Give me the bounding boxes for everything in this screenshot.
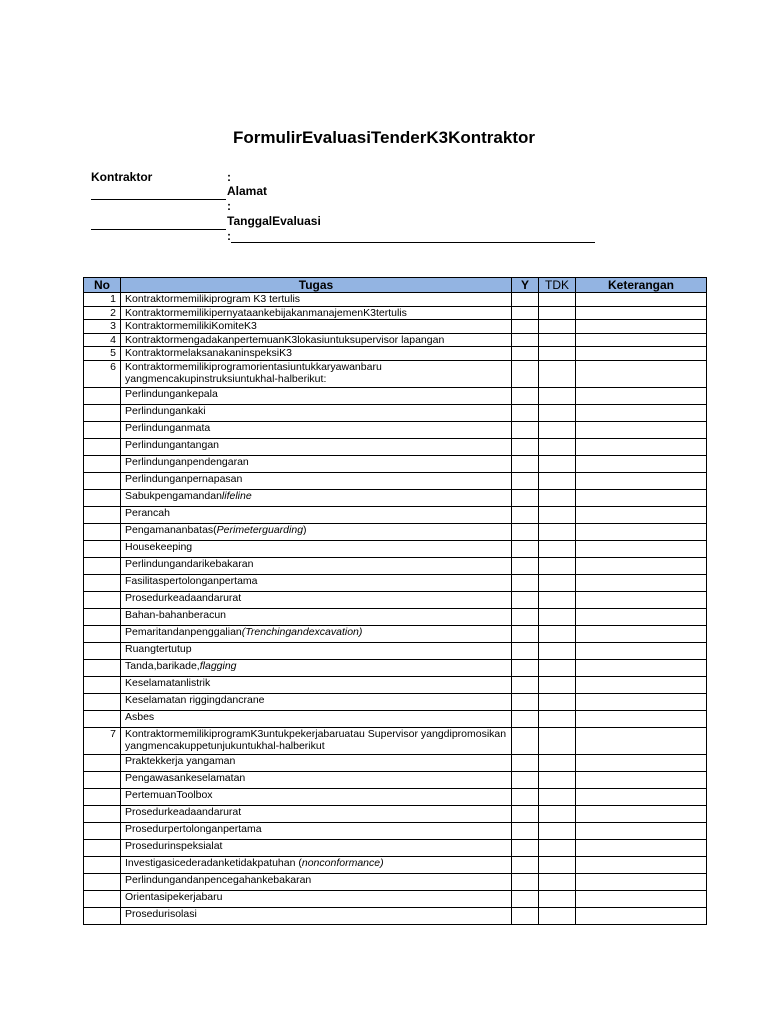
task-cell (121, 557, 512, 574)
table-row (84, 907, 707, 924)
task-cell (121, 754, 512, 771)
row-number (84, 421, 121, 438)
table-row (84, 754, 707, 771)
tdk-cell[interactable] (539, 676, 576, 693)
task-cell (121, 727, 512, 754)
table-row (84, 873, 707, 890)
task-text: Kontraktormemilikiprogram K3 tertulis (125, 293, 301, 305)
row-number: 4 (84, 333, 121, 347)
y-cell[interactable] (512, 873, 539, 890)
y-cell[interactable] (512, 574, 539, 591)
table-row (84, 710, 707, 727)
row-number (84, 873, 121, 890)
table-header-row (84, 278, 707, 293)
task-text: Keselamatanlistrik (125, 676, 211, 689)
tdk-cell[interactable] (539, 293, 576, 307)
task-text: Housekeeping (125, 540, 193, 553)
tdk-cell[interactable] (539, 907, 576, 924)
table-row (84, 540, 707, 557)
kontraktor-label: Kontraktor (91, 170, 153, 184)
task-cell (121, 523, 512, 540)
y-cell[interactable] (512, 404, 539, 421)
y-cell[interactable] (512, 540, 539, 557)
task-cell (121, 659, 512, 676)
task-text: KontraktormengadakanpertemuanK3lokasiuntuksupervisor lapangan (125, 333, 445, 346)
y-cell[interactable] (512, 659, 539, 676)
task-cell (121, 608, 512, 625)
task-text: Sabukpengamandan (125, 489, 222, 502)
keterangan-cell[interactable] (576, 608, 707, 625)
tdk-cell[interactable] (539, 557, 576, 574)
task-cell (121, 506, 512, 523)
keterangan-cell[interactable] (576, 320, 707, 334)
keterangan-cell[interactable] (576, 421, 707, 438)
row-number (84, 625, 121, 642)
task-cell (121, 574, 512, 591)
task-cell (121, 387, 512, 404)
keterangan-cell[interactable] (576, 642, 707, 659)
tdk-cell[interactable] (539, 805, 576, 822)
keterangan-cell[interactable] (576, 489, 707, 506)
y-cell[interactable] (512, 805, 539, 822)
tdk-cell[interactable] (539, 873, 576, 890)
y-cell[interactable] (512, 489, 539, 506)
task-text: Tanda,barikade, (125, 659, 200, 672)
tdk-cell[interactable] (539, 347, 576, 361)
column-header-tugas: Tugas (121, 278, 512, 293)
y-cell[interactable] (512, 625, 539, 642)
y-cell[interactable] (512, 421, 539, 438)
tdk-cell[interactable] (539, 822, 576, 839)
y-cell[interactable] (512, 856, 539, 873)
alamat-colon: : (227, 199, 231, 213)
table-row (84, 306, 707, 320)
keterangan-cell[interactable] (576, 907, 707, 924)
row-number (84, 771, 121, 788)
y-cell[interactable] (512, 788, 539, 805)
row-number (84, 805, 121, 822)
table-row (84, 387, 707, 404)
keterangan-cell[interactable] (576, 333, 707, 347)
table-row (84, 727, 707, 754)
tdk-cell[interactable] (539, 608, 576, 625)
keterangan-cell[interactable] (576, 438, 707, 455)
y-cell[interactable] (512, 455, 539, 472)
y-cell[interactable] (512, 693, 539, 710)
task-text: Pemaritandanpenggalian (125, 625, 242, 638)
table-row (84, 771, 707, 788)
table-row (84, 676, 707, 693)
evaluation-table (83, 277, 707, 925)
tdk-cell[interactable] (539, 306, 576, 320)
row-number (84, 574, 121, 591)
task-text: PertemuanToolbox (125, 788, 213, 801)
row-number (84, 387, 121, 404)
row-number (84, 455, 121, 472)
keterangan-cell[interactable] (576, 523, 707, 540)
tdk-cell[interactable] (539, 727, 576, 754)
keterangan-cell[interactable] (576, 387, 707, 404)
table-row (84, 693, 707, 710)
keterangan-cell[interactable] (576, 710, 707, 727)
task-cell (121, 540, 512, 557)
row-number (84, 438, 121, 455)
y-cell[interactable] (512, 333, 539, 347)
row-number (84, 506, 121, 523)
keterangan-cell[interactable] (576, 822, 707, 839)
keterangan-cell[interactable] (576, 347, 707, 361)
task-text: Perancah (125, 506, 170, 519)
task-text: KontraktormelaksanakaninspeksiK3 (125, 347, 292, 359)
kontraktor-underline (91, 199, 226, 200)
tdk-cell[interactable] (539, 387, 576, 404)
table-row (84, 574, 707, 591)
table-row (84, 320, 707, 334)
y-cell[interactable] (512, 293, 539, 307)
task-text-italic: Perimeterguarding (216, 523, 304, 536)
keterangan-cell[interactable] (576, 676, 707, 693)
tanggal-evaluasi-label: TanggalEvaluasi (227, 214, 321, 228)
table-row (84, 659, 707, 676)
task-text-suffix: ) (303, 523, 307, 536)
table-row (84, 642, 707, 659)
y-cell[interactable] (512, 890, 539, 907)
column-header-no: No (84, 278, 121, 293)
keterangan-cell[interactable] (576, 727, 707, 754)
task-text: Perlindunganpernapasan (125, 472, 243, 485)
task-cell (121, 710, 512, 727)
row-number: 6 (84, 360, 121, 387)
task-text-italic: nonconformance) (301, 856, 384, 869)
table-row (84, 856, 707, 873)
task-cell (121, 856, 512, 873)
table-row (84, 438, 707, 455)
task-text: Ruangtertutup (125, 642, 192, 655)
task-text: Praktekkerja yangaman (125, 754, 236, 767)
table-row (84, 489, 707, 506)
table-row (84, 404, 707, 421)
y-cell[interactable] (512, 472, 539, 489)
y-cell[interactable] (512, 822, 539, 839)
row-number (84, 540, 121, 557)
table-row (84, 455, 707, 472)
table-row (84, 293, 707, 307)
task-text: Perlindungankepala (125, 387, 218, 400)
row-number (84, 523, 121, 540)
tdk-cell[interactable] (539, 472, 576, 489)
tdk-cell[interactable] (539, 839, 576, 856)
task-cell (121, 306, 512, 320)
y-cell[interactable] (512, 557, 539, 574)
task-text: Prosedurkeadaandarurat (125, 805, 242, 818)
keterangan-cell[interactable] (576, 771, 707, 788)
task-cell (121, 489, 512, 506)
table-row (84, 472, 707, 489)
keterangan-cell[interactable] (576, 306, 707, 320)
y-cell[interactable] (512, 676, 539, 693)
keterangan-cell[interactable] (576, 472, 707, 489)
task-cell (121, 822, 512, 839)
task-text: Perlindungandanpencegahankebakaran (125, 873, 312, 886)
task-text: Pengamananbatas( (125, 523, 217, 536)
task-text: Orientasipekerjabaru (125, 890, 223, 903)
y-cell[interactable] (512, 727, 539, 754)
task-cell (121, 676, 512, 693)
tdk-cell[interactable] (539, 360, 576, 387)
tdk-cell[interactable] (539, 788, 576, 805)
task-cell (121, 320, 512, 334)
y-cell[interactable] (512, 306, 539, 320)
tdk-cell[interactable] (539, 489, 576, 506)
y-cell[interactable] (512, 506, 539, 523)
keterangan-cell[interactable] (576, 506, 707, 523)
y-cell[interactable] (512, 320, 539, 334)
task-cell (121, 788, 512, 805)
task-text: Pengawasankeselamatan (125, 771, 246, 784)
row-number (84, 642, 121, 659)
row-number (84, 710, 121, 727)
row-number (84, 907, 121, 924)
task-cell (121, 693, 512, 710)
row-number: 7 (84, 727, 121, 754)
task-text: Fasilitaspertolonganpertama (125, 574, 258, 587)
keterangan-cell[interactable] (576, 839, 707, 856)
row-number (84, 591, 121, 608)
task-text: Prosedurkeadaandarurat (125, 591, 242, 604)
tdk-cell[interactable] (539, 856, 576, 873)
task-text: Keselamatan riggingdancrane (125, 693, 265, 706)
tdk-cell[interactable] (539, 625, 576, 642)
row-number (84, 788, 121, 805)
column-header-keterangan: Keterangan (576, 278, 707, 293)
keterangan-cell[interactable] (576, 404, 707, 421)
task-cell (121, 472, 512, 489)
task-cell (121, 591, 512, 608)
row-number (84, 472, 121, 489)
task-cell (121, 293, 512, 307)
row-number (84, 608, 121, 625)
page-title: FormulirEvaluasiTenderK3Kontraktor (233, 128, 535, 147)
tdk-cell[interactable] (539, 455, 576, 472)
task-text: Perlindunganpendengaran (125, 455, 249, 468)
tanggal-colon: : (227, 229, 231, 243)
row-number (84, 754, 121, 771)
table-row (84, 347, 707, 361)
keterangan-cell[interactable] (576, 890, 707, 907)
task-text: Bahan-bahanberacun (125, 608, 227, 621)
keterangan-cell[interactable] (576, 625, 707, 642)
tdk-cell[interactable] (539, 591, 576, 608)
y-cell[interactable] (512, 754, 539, 771)
tdk-cell[interactable] (539, 438, 576, 455)
task-cell (121, 771, 512, 788)
task-cell (121, 873, 512, 890)
row-number (84, 839, 121, 856)
tdk-cell[interactable] (539, 659, 576, 676)
task-cell (121, 404, 512, 421)
table-row (84, 822, 707, 839)
alamat-underline (91, 229, 226, 230)
task-cell (121, 438, 512, 455)
tanggal-underline (231, 242, 595, 243)
keterangan-cell[interactable] (576, 659, 707, 676)
y-cell[interactable] (512, 642, 539, 659)
task-text: Prosedurpertolonganpertama (125, 822, 262, 835)
task-text: Perlindungantangan (125, 438, 219, 451)
task-text: Prosedurisolasi (125, 907, 197, 920)
keterangan-cell[interactable] (576, 754, 707, 771)
y-cell[interactable] (512, 387, 539, 404)
table-row (84, 333, 707, 347)
column-header-y: Y (512, 278, 539, 293)
tdk-cell[interactable] (539, 710, 576, 727)
task-text: Prosedurinspeksialat (125, 839, 223, 852)
table-row (84, 506, 707, 523)
table-row (84, 890, 707, 907)
row-number (84, 676, 121, 693)
task-text: KontraktormemilikiprogramK3untukpekerjabaruatau Supervisor yangdipromosikan yangmencakuppetunjukuntukhal-halberikut (125, 727, 507, 752)
table-row (84, 557, 707, 574)
row-number: 5 (84, 347, 121, 361)
task-cell (121, 839, 512, 856)
row-number (84, 856, 121, 873)
task-cell (121, 333, 512, 347)
task-text-italic: lifeline (221, 489, 252, 502)
keterangan-cell[interactable] (576, 574, 707, 591)
row-number (84, 659, 121, 676)
task-text-italic: (Trenchingandexcavation) (241, 625, 363, 638)
keterangan-cell[interactable] (576, 856, 707, 873)
row-number: 2 (84, 306, 121, 320)
keterangan-cell[interactable] (576, 293, 707, 307)
tdk-cell[interactable] (539, 693, 576, 710)
row-number: 3 (84, 320, 121, 334)
keterangan-cell[interactable] (576, 455, 707, 472)
task-cell (121, 642, 512, 659)
task-cell (121, 625, 512, 642)
y-cell[interactable] (512, 710, 539, 727)
table-row (84, 421, 707, 438)
column-header-tdk: TDK (539, 278, 576, 293)
y-cell[interactable] (512, 839, 539, 856)
task-cell (121, 805, 512, 822)
task-cell (121, 421, 512, 438)
table-row (84, 360, 707, 387)
task-cell (121, 455, 512, 472)
task-text: KontraktormemilikipernyataankebijakanmanajemenK3tertulis (125, 306, 407, 319)
tdk-cell[interactable] (539, 506, 576, 523)
task-text: Perlindungankaki (125, 404, 206, 417)
keterangan-cell[interactable] (576, 873, 707, 890)
task-text: Kontraktormemilikiprogramorientasiuntukkaryawanbaru yangmencakupinstruksiuntukhal-halberikut: (125, 360, 382, 385)
tdk-cell[interactable] (539, 320, 576, 334)
table-row (84, 523, 707, 540)
alamat-label: Alamat (227, 184, 268, 198)
tdk-cell[interactable] (539, 333, 576, 347)
table-row (84, 625, 707, 642)
row-number (84, 404, 121, 421)
tdk-cell[interactable] (539, 421, 576, 438)
y-cell[interactable] (512, 771, 539, 788)
task-text: KontraktormemilikiKomiteK3 (125, 320, 257, 332)
y-cell[interactable] (512, 591, 539, 608)
keterangan-cell[interactable] (576, 805, 707, 822)
tdk-cell[interactable] (539, 523, 576, 540)
kontraktor-colon: : (227, 170, 231, 184)
keterangan-cell[interactable] (576, 788, 707, 805)
tdk-cell[interactable] (539, 771, 576, 788)
task-text: Asbes (125, 710, 155, 723)
task-text: Perlindunganmata (125, 421, 211, 434)
row-number (84, 822, 121, 839)
row-number: 1 (84, 293, 121, 307)
row-number (84, 693, 121, 710)
keterangan-cell[interactable] (576, 540, 707, 557)
keterangan-cell[interactable] (576, 693, 707, 710)
tdk-cell[interactable] (539, 642, 576, 659)
row-number (84, 557, 121, 574)
table-row (84, 608, 707, 625)
task-cell (121, 890, 512, 907)
keterangan-cell[interactable] (576, 360, 707, 387)
task-text: Perlindungandarikebakaran (125, 557, 254, 570)
table-row (84, 805, 707, 822)
tdk-cell[interactable] (539, 404, 576, 421)
task-cell (121, 347, 512, 361)
row-number (84, 890, 121, 907)
table-row (84, 591, 707, 608)
tdk-cell[interactable] (539, 754, 576, 771)
task-text: Investigasicederadanketidakpatuhan ( (125, 856, 302, 869)
y-cell[interactable] (512, 523, 539, 540)
y-cell[interactable] (512, 360, 539, 387)
y-cell[interactable] (512, 907, 539, 924)
task-cell (121, 907, 512, 924)
keterangan-cell[interactable] (576, 591, 707, 608)
task-cell (121, 360, 512, 387)
row-number (84, 489, 121, 506)
table-row (84, 839, 707, 856)
keterangan-cell[interactable] (576, 557, 707, 574)
y-cell[interactable] (512, 438, 539, 455)
y-cell[interactable] (512, 347, 539, 361)
task-text-italic: flagging (199, 659, 237, 672)
tdk-cell[interactable] (539, 890, 576, 907)
tdk-cell[interactable] (539, 540, 576, 557)
tdk-cell[interactable] (539, 574, 576, 591)
y-cell[interactable] (512, 608, 539, 625)
table-row (84, 788, 707, 805)
